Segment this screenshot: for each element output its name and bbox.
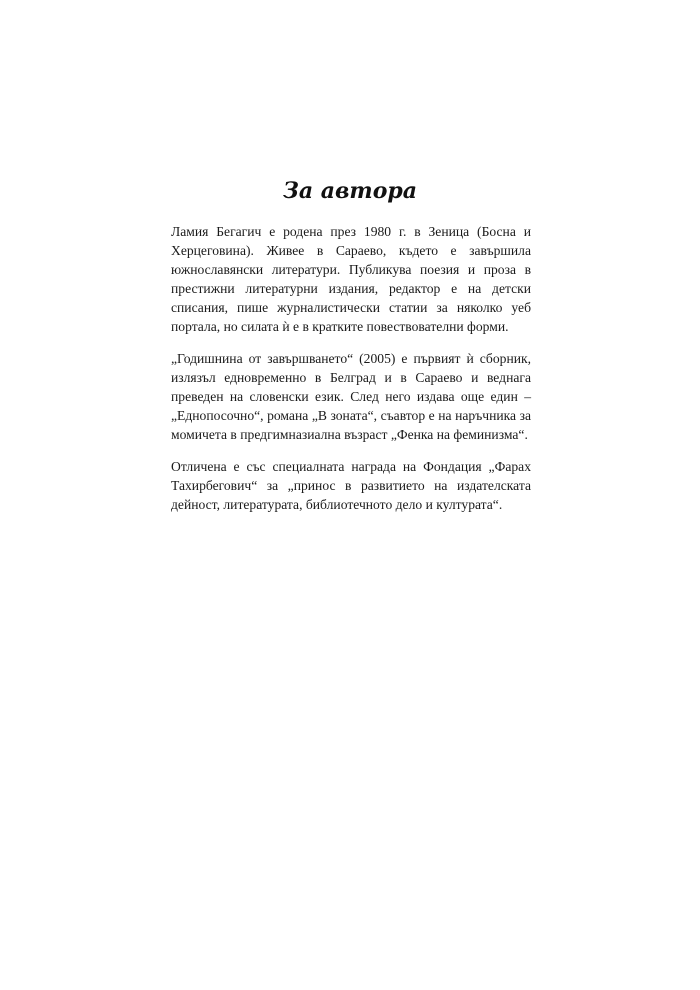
paragraph-works: „Годишнина от завършването“ (2005) е първият ѝ сборник, излязъл едновременно в Белград и в Сараево и веднага преведен на словенски език. След него издава още един – „Еднопосочно“, романа „В зоната“, съавтор е на наръчника за момичета в предгимназиална възраст „Фенка на феминизма“.	[171, 351, 531, 442]
paragraph-award: Отличена е със специалната награда на Фондация „Фарах Тахирбегович“ за „принос в развитието на издателската дейност, литературата, библиотечното дело и културата“.	[171, 459, 531, 512]
paragraph-biography: Ламия Бегагич е родена през 1980 г. в Зеница (Босна и Херцеговина). Живее в Сараево, където е завършила южнославянски литератури. Публикува поезия и проза в престижни литературни издания, редактор е на детски списания, пише журналистически статии за няколко уеб портала, но силата ѝ е в кратките повествователни форми.	[171, 224, 531, 334]
page-title: За автора	[282, 178, 418, 204]
biography-text	[171, 222, 531, 527]
